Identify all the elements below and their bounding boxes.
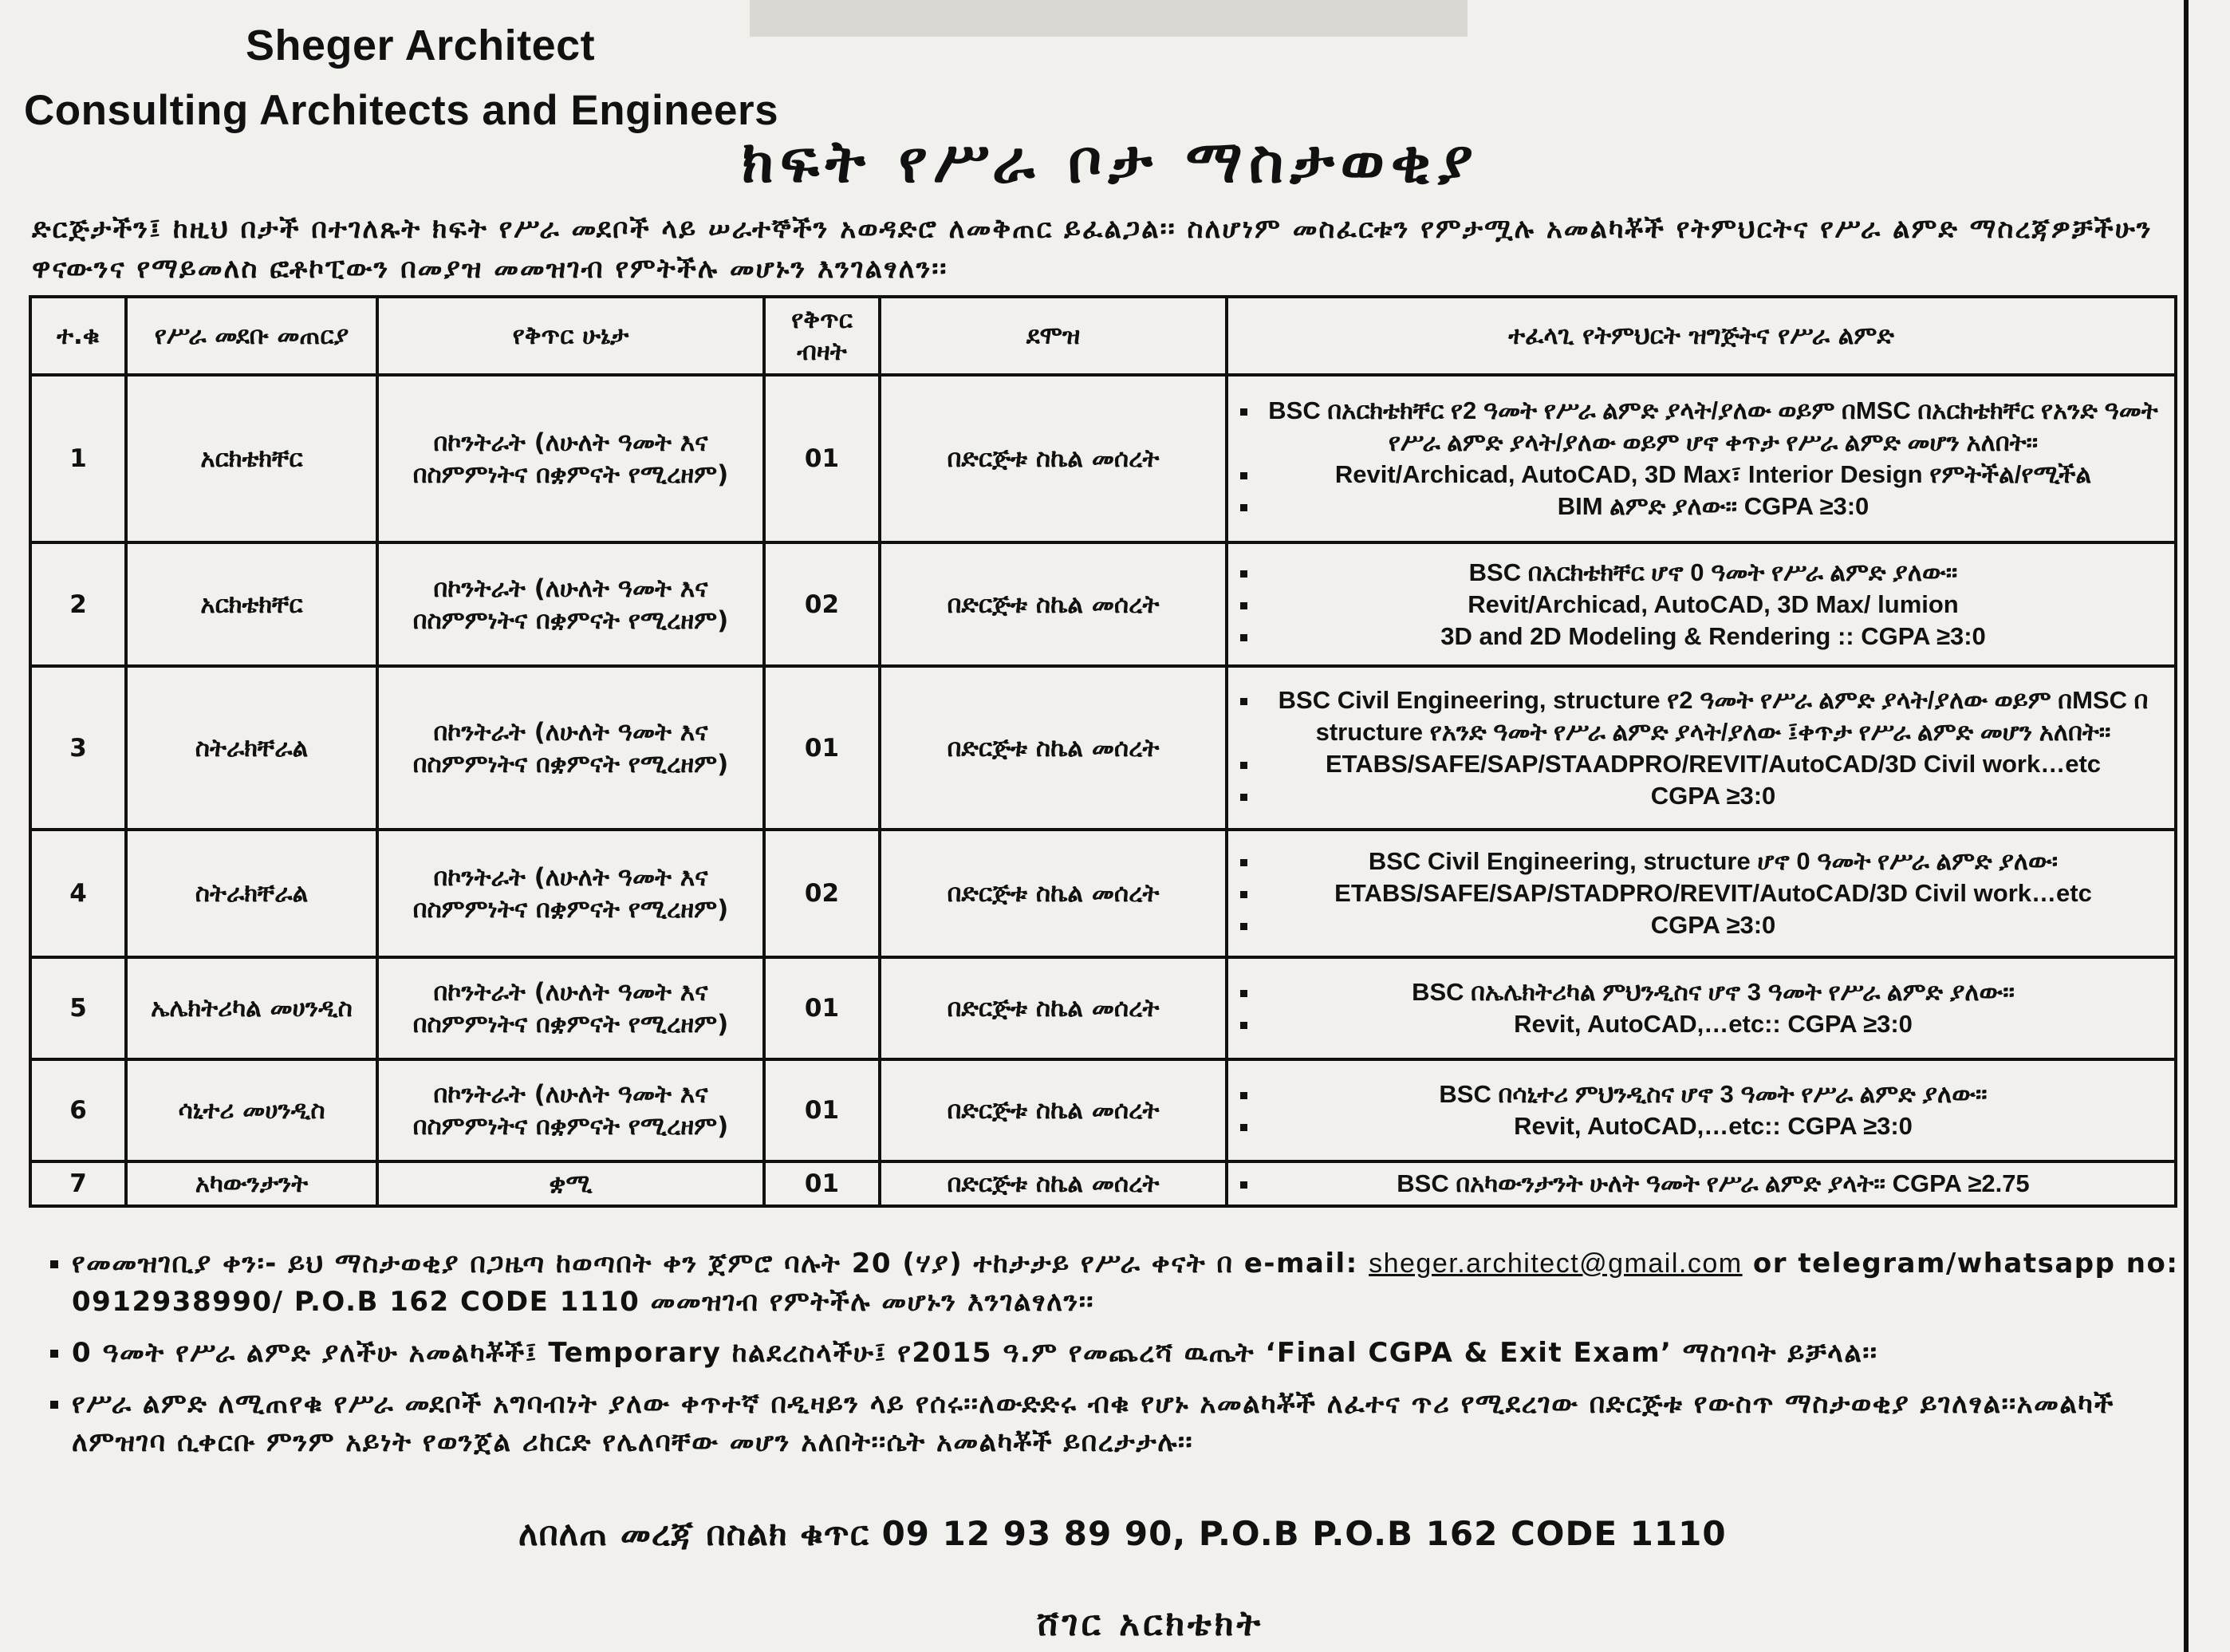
cell-no: 3	[30, 666, 126, 830]
cell-quantity: 01	[764, 1161, 880, 1206]
cell-quantity: 02	[764, 542, 880, 666]
table-row	[30, 666, 2176, 830]
cell-salary: በድርጅቱ ስኬል መሰረት	[880, 666, 1227, 830]
requirement-item: ▪ Revit, AutoCAD,…etc:: CGPA ≥3:0	[1260, 1008, 2166, 1040]
cell-requirements	[1227, 830, 2176, 957]
cell-requirements	[1227, 666, 2176, 830]
cell-no: 5	[30, 957, 126, 1059]
cell-position: ስትራክቸራል	[126, 830, 377, 957]
cell-employment: በኮንትራት (ለሁለት ዓመት እና በስምምነትና በቋምናት የሚረዘም)	[377, 957, 764, 1059]
cell-position: ሳኒተሪ መሀንዲስ	[126, 1059, 377, 1161]
cell-quantity: 02	[764, 830, 880, 957]
requirement-item: ▪ Revit/Archicad, AutoCAD, 3D Max፣ Interior Design የምትችል/የሚችል	[1260, 459, 2166, 491]
table-header-row	[30, 297, 2176, 375]
table-row	[30, 375, 2176, 542]
cell-no: 7	[30, 1161, 126, 1206]
requirement-item: ▪ BSC በሳኒተሪ ምህንዲስና ሆኖ 3 ዓመት የሥራ ልምድ ያለው፡፡	[1260, 1078, 2166, 1110]
requirement-item: ▪ BSC በአርክቴክቸር ሆኖ 0 ዓመት የሥራ ልምድ ያለው፡፡	[1260, 557, 2166, 589]
cell-requirements	[1227, 957, 2176, 1059]
cell-employment: በኮንትራት (ለሁለት ዓመት እና በስምምነትና በቋምናት የሚረዘም)	[377, 1059, 764, 1161]
cell-salary: በድርጅቱ ስኬል መሰረት	[880, 1161, 1227, 1206]
requirement-item: ▪ CGPA ≥3:0	[1260, 780, 2166, 812]
cell-position: አካውንታንት	[126, 1161, 377, 1206]
cell-position: አርክቴክቸር	[126, 375, 377, 542]
cell-quantity: 01	[764, 1059, 880, 1161]
experience-note: ▪ የሥራ ልምድ ለሚጠየቁ የሥራ መደቦች አግባብነት ያለው ቀጥተኛ በዲዛይን ላይ የሰሩ፡፡ለውድድሩ ብቁ የሆኑ አመልካቾች ለፈተና ጥሪ የሚደረገው በድርጅቱ የውስጥ ማስታወቂያ ይገለፃል፡፡አመልካች ለምዝገባ ሲቀርቡ ምንም አይነት የወንጀል ሪከርድ የሌለባቸው መሆን አለበት፡፡ሴት አመልካቾች ይበረታታሉ፡፡	[72, 1385, 2185, 1461]
cell-no: 2	[30, 542, 126, 666]
cell-salary: በድርጅቱ ስኬል መሰረት	[880, 957, 1227, 1059]
cell-requirements	[1227, 375, 2176, 542]
requirement-item: ▪ CGPA ≥3:0	[1260, 909, 2166, 941]
cell-employment: ቋሚ	[377, 1161, 764, 1206]
signature: ሸገር አርክቴክት	[1037, 1603, 1264, 1644]
requirement-item: ▪ 3D and 2D Modeling & Rendering :: CGPA ≥3:0	[1260, 621, 2166, 653]
notes-section	[48, 1244, 2185, 1474]
cell-salary: በድርጅቱ ስኬል መሰረት	[880, 1059, 1227, 1161]
table-row	[30, 957, 2176, 1059]
cell-quantity: 01	[764, 957, 880, 1059]
header-employment: የቅጥር ሁኔታ	[377, 297, 764, 375]
cell-employment: በኮንትራት (ለሁለት ዓመት እና በስምምነትና በቋምናት የሚረዘም)	[377, 830, 764, 957]
table-row	[30, 830, 2176, 957]
bleed-through-strip	[750, 0, 1468, 37]
job-table	[29, 295, 2177, 1208]
registration-note	[72, 1244, 2185, 1321]
cell-quantity: 01	[764, 375, 880, 542]
cell-salary: በድርጅቱ ስኬል መሰረት	[880, 542, 1227, 666]
cell-quantity: 01	[764, 666, 880, 830]
table-row	[30, 1059, 2176, 1161]
company-name: Sheger Architect	[246, 22, 596, 69]
requirement-item: ▪ ETABS/SAFE/SAP/STADPRO/REVIT/AutoCAD/3D Civil work…etc	[1260, 877, 2166, 909]
cell-requirements	[1227, 1161, 2176, 1206]
requirement-item: ▪ Revit/Archicad, AutoCAD, 3D Max/ lumion	[1260, 589, 2166, 621]
header-position: የሥራ መደቡ መጠርያ	[126, 297, 377, 375]
cell-salary: በድርጅቱ ስኬል መሰረት	[880, 830, 1227, 957]
requirement-item: ▪ BIM ልምድ ያለው፡፡ CGPA ≥3:0	[1260, 491, 2166, 522]
cell-position: አርክቴክቸር	[126, 542, 377, 666]
cell-requirements	[1227, 1059, 2176, 1161]
zero-experience-note: ▪ 0 ዓመት የሥራ ልምድ ያለችሁ አመልካቾች፤ Temporary ከልደረስላችሁ፤ የ2015 ዓ.ም የመጨረሻ ዉጤት ‘Final CGPA & Exit Exam’ ማስገባት ይቻላል፡፡	[72, 1334, 2185, 1372]
header-no: ተ.ቁ	[30, 297, 126, 375]
cell-no: 4	[30, 830, 126, 957]
cell-employment: በኮንትራት (ለሁለት ዓመት እና በስምምነትና በቋምናት የሚረዘም)	[377, 666, 764, 830]
header-requirements: ተፈላጊ የትምህርት ዝግጅትና የሥራ ልምድ	[1227, 297, 2176, 375]
cell-no: 6	[30, 1059, 126, 1161]
requirement-item: ▪ BSC በአካውንታንት ሁለት ዓመት የሥራ ልምድ ያላት፡፡ CGPA ≥2.75	[1260, 1168, 2166, 1200]
header-salary: ደሞዝ	[880, 297, 1227, 375]
cell-no: 1	[30, 375, 126, 542]
intro-paragraph: ድርጅታችን፤ ከዚህ በታች በተገለጹት ክፍት የሥራ መደቦች ላይ ሠራተኞችን አወዳድሮ ለመቅጠር ይፈልጋል፡፡ ስለሆነም መስፈርቱን የምታሟሉ አመልካቾች የትምህርትና የሥራ ልምድ ማስረጃዎቻችሁን ዋናውንና የማይመለስ ፎቶኮፒውን በመያዝ መመዝገብ የምትችሉ መሆኑን እንገልፃለን፡፡	[32, 213, 2153, 285]
cell-position: ስትራክቸራል	[126, 666, 377, 830]
registration-text: የመመዝገቢያ ቀን፡- ይህ ማስታወቂያ በጋዜጣ ከወጣበት ቀን ጀምሮ ባሉት 20 (ሃያ) ተከታታይ የሥራ ቀናት በ e-mail:	[72, 1248, 1358, 1279]
ad-title: ክፍት የሥራ ቦታ ማስታወቂያ	[742, 128, 1479, 196]
header-quantity: የቅጥር ብዛት	[764, 297, 880, 375]
table-row	[30, 1161, 2176, 1206]
requirement-item: ▪ BSC Civil Engineering, structure የ2 ዓመት የሥራ ልምድ ያላት/ያለው ወይም በMSC በ structure የአንድ ዓመት የሥራ ልምድ ያላት/ያለው ፤ቀጥታ የሥራ ልምድ መሆን አለበት፡፡	[1260, 684, 2166, 748]
requirement-item: ▪ BSC በኤሌክትሪካል ምህንዲስና ሆኖ 3 ዓመት የሥራ ልምድ ያለው፡፡	[1260, 976, 2166, 1008]
requirement-item: ▪ BSC በአርክቴክቸር የ2 ዓመት የሥራ ልምድ ያላት/ያለው ወይም በMSC በአርክቴክቸር የአንድ ዓመት የሥራ ልምድ ያላት/ያለው ወይም ሆኖ ቀጥታ የሥራ ልምድ መሆን አለበት፡፡	[1260, 395, 2166, 459]
cell-position: ኤሌክትሪካል መሀንዲስ	[126, 957, 377, 1059]
contact-line: ለበለጠ መረጃ በስልክ ቁጥር 09 12 93 89 90, P.O.B P.O.B 162 CODE 1110	[518, 1514, 1727, 1553]
company-subtitle: Consulting Architects and Engineers	[24, 87, 779, 134]
requirement-item: ▪ Revit, AutoCAD,…etc:: CGPA ≥3:0	[1260, 1110, 2166, 1142]
cell-requirements	[1227, 542, 2176, 666]
requirement-item: ▪ BSC Civil Engineering, structure ሆኖ 0 ዓመት የሥራ ልምድ ያለው፡	[1260, 846, 2166, 877]
cell-employment: በኮንትራት (ለሁለት ዓመት እና በስምምነትና በቋምናት የሚረዘም)	[377, 375, 764, 542]
cell-salary: በድርጅቱ ስኬል መሰረት	[880, 375, 1227, 542]
registration-text-cont: or telegram/whatsapp no: 0912938990/ P.O.B 162 CODE 1110 መመዝገብ የምትችሉ መሆኑን እንገልፃለን፡፡	[72, 1248, 2179, 1318]
cell-employment: በኮንትራት (ለሁለት ዓመት እና በስምምነትና በቋምናት የሚረዘም)	[377, 542, 764, 666]
table-row	[30, 542, 2176, 666]
email-link[interactable]: sheger.architect@gmail.com	[1369, 1248, 1743, 1279]
requirement-item: ▪ ETABS/SAFE/SAP/STAADPRO/REVIT/AutoCAD/3D Civil work…etc	[1260, 748, 2166, 780]
